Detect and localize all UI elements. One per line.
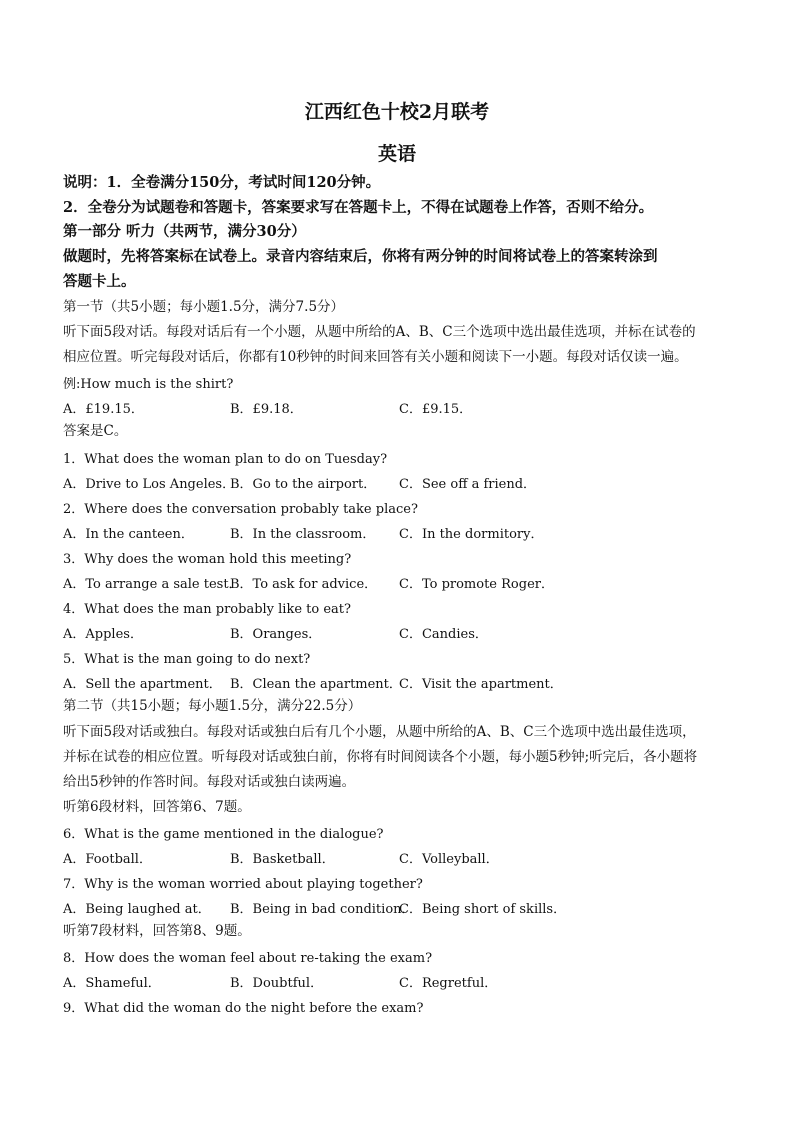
question-4: 4．What does the man probably like to eat? bbox=[63, 602, 351, 617]
instruction-line-2: 答题卡上。 bbox=[63, 273, 136, 290]
section-2-heading: 第二节（共15小题；每小题1.5分，满分22.5分） bbox=[63, 698, 362, 714]
section-1-heading: 第一节（共5小题；每小题1.5分，满分7.5分） bbox=[63, 299, 345, 315]
q3-option-c: C．To promote Roger． bbox=[399, 577, 554, 592]
example-option-c: C．£9.15． bbox=[399, 402, 473, 417]
q2-option-c: C．In the dormitory． bbox=[399, 527, 544, 542]
question-7: 7．Why is the woman worried about playing together? bbox=[63, 877, 423, 892]
q4-option-b: B．Oranges． bbox=[230, 627, 322, 642]
part-1-heading: 第一部分 听力（共两节，满分30分） bbox=[63, 223, 306, 240]
q7-option-c: C．Being short of skills． bbox=[399, 902, 567, 917]
example-option-b: B．£9.18． bbox=[230, 402, 303, 417]
example-answer: 答案是C。 bbox=[63, 423, 128, 439]
q5-option-a: A．Sell the apartment． bbox=[63, 677, 222, 692]
q2-option-b: B．In the classroom． bbox=[230, 527, 376, 542]
instruction-line-1: 做题时，先将答案标在试卷上。录音内容结束后，你将有两分钟的时间将试卷上的答案转涂到 bbox=[63, 248, 658, 265]
section-1-desc-2: 相应位置。听完每段对话后，你都有10秒钟的时间来回答有关小题和阅读下一小题。每段对话仅读一遍。 bbox=[63, 349, 688, 365]
q1-option-a: A．Drive to Los Angeles． bbox=[63, 477, 236, 492]
q4-option-c: C．Candies． bbox=[399, 627, 488, 642]
q3-option-a: A．To arrange a sale test． bbox=[63, 577, 242, 592]
material-7-heading: 听第7段材料，回答第8、9题。 bbox=[63, 923, 251, 939]
question-6: 6．What is the game mentioned in the dialogue? bbox=[63, 827, 384, 842]
note-2: 2．全卷分为试题卷和答题卡，答案要求写在答题卡上，不得在试题卷上作答，否则不给分。 bbox=[63, 199, 654, 216]
q8-option-b: B．Doubtful． bbox=[230, 976, 324, 991]
material-6-heading: 听第6段材料，回答第6、7题。 bbox=[63, 799, 251, 815]
question-1: 1．What does the woman plan to do on Tuesday? bbox=[63, 452, 388, 467]
q8-option-c: C．Regretful． bbox=[399, 976, 498, 991]
q8-option-a: A．Shameful． bbox=[63, 976, 161, 991]
q5-option-b: B．Clean the apartment． bbox=[230, 677, 402, 692]
subject-title: 英语 bbox=[377, 143, 416, 165]
section-1-desc-1: 听下面5段对话。每段对话后有一个小题，从题中所给的A、B、C三个选项中选出最佳选项，并标在试卷的 bbox=[63, 324, 696, 340]
section-2-desc-3: 给出5秒钟的作答时间。每段对话或独白读两遍。 bbox=[63, 774, 356, 790]
exam-title: 江西红色十校2月联考 bbox=[304, 101, 490, 123]
question-3: 3．Why does the woman hold this meeting? bbox=[63, 552, 352, 567]
q7-option-b: B．Being in bad condition． bbox=[230, 902, 415, 917]
question-5: 5．What is the man going to do next? bbox=[63, 652, 311, 667]
q6-option-c: C．Volleyball． bbox=[399, 852, 499, 867]
q4-option-a: A．Apples． bbox=[63, 627, 143, 642]
question-2: 2．Where does the conversation probably take place? bbox=[63, 502, 418, 517]
q1-option-c: C．See off a friend． bbox=[399, 477, 537, 492]
q6-option-a: A．Football． bbox=[63, 852, 152, 867]
example-question: 例:How much is the shirt? bbox=[63, 377, 234, 392]
q5-option-c: C．Visit the apartment． bbox=[399, 677, 563, 692]
q7-option-a: A．Being laughed at． bbox=[63, 902, 211, 917]
q2-option-a: A．In the canteen． bbox=[63, 527, 194, 542]
q6-option-b: B．Basketball． bbox=[230, 852, 335, 867]
note-1: 说明：1．全卷满分150分，考试时间120分钟。 bbox=[63, 174, 381, 191]
section-2-desc-1: 听下面5段对话或独白。每段对话或独白后有几个小题，从题中所给的A、B、C三个选项中选出最佳选项， bbox=[63, 724, 696, 740]
question-9: 9．What did the woman do the night before the exam? bbox=[63, 1001, 424, 1016]
question-8: 8．How does the woman feel about re-taking the exam? bbox=[63, 951, 433, 966]
section-2-desc-2: 并标在试卷的相应位置。听每段对话或独白前，你将有时间阅读各个小题，每小题5秒钟;听完后，各小题将 bbox=[63, 749, 698, 765]
q1-option-b: B．Go to the airport． bbox=[230, 477, 377, 492]
example-option-a: A．£19.15． bbox=[63, 402, 144, 417]
q3-option-b: B．To ask for advice． bbox=[230, 577, 378, 592]
